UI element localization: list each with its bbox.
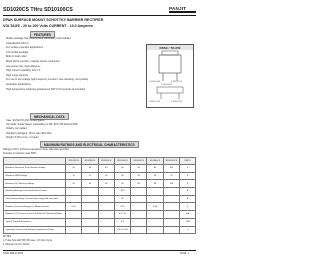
value-cell: V xyxy=(180,180,196,188)
value-cell xyxy=(65,188,81,196)
value-cell xyxy=(131,218,147,226)
value-cell: 70 xyxy=(163,172,179,180)
dim-1: 0.263(6.68) xyxy=(149,81,161,83)
package-label: DPAK / TO-252 xyxy=(147,45,193,50)
column-header: SD1020CS xyxy=(65,158,81,165)
mechanical-item: Terminals: Solder plated, solderable per MIL-STD-750,Method 2026 xyxy=(6,123,78,127)
value-cell: 0.5 / 50 xyxy=(114,211,130,219)
value-cell xyxy=(98,218,114,226)
footer-date: STAD-FEB.24.2005 xyxy=(3,253,24,255)
feature-item: Built-in strain relief xyxy=(6,55,27,59)
value-cell xyxy=(65,211,81,219)
feature-item: Classification 94V-O xyxy=(6,41,29,45)
dim-5: 0.190(4.83) xyxy=(161,84,173,86)
parameter-cell: Maximum DC Blocking Voltage xyxy=(4,180,66,188)
value-cell xyxy=(131,211,147,219)
dim-2: 0.241(6.12) xyxy=(171,81,183,83)
value-cell xyxy=(98,211,114,219)
value-cell: 42 xyxy=(131,172,147,180)
value-cell xyxy=(163,188,179,196)
value-cell: 80 xyxy=(147,180,163,188)
value-cell xyxy=(131,195,147,203)
value-cell: °C xyxy=(180,226,196,234)
package-outline xyxy=(146,44,194,108)
value-cell: V xyxy=(180,203,196,211)
value-cell: 20 xyxy=(65,165,81,173)
value-cell: 28 xyxy=(98,172,114,180)
parameter-cell: Maximum Forward Voltage at 5.0A per element xyxy=(4,203,66,211)
table-row xyxy=(4,203,196,211)
feature-item: High temperature soldering guaranteed: 260°C/10 seconds at terminals xyxy=(6,87,85,91)
parameter-cell: Maximum Recurrent Peak Reverse Voltage xyxy=(4,165,66,173)
ratings-note-1: Ratings at 25°C ambient temperature unless otherwise specified. xyxy=(3,149,70,151)
value-cell: mA xyxy=(180,211,196,219)
value-cell xyxy=(163,218,179,226)
table-row xyxy=(4,211,196,219)
value-cell: 40 xyxy=(98,180,114,188)
footer-page: PAGE . 1 xyxy=(180,253,190,255)
value-cell: 14 xyxy=(65,172,81,180)
features-heading: FEATURES xyxy=(30,31,55,38)
value-cell: 30 xyxy=(82,165,98,173)
value-cell xyxy=(163,203,179,211)
table-row xyxy=(4,165,196,173)
feature-item: Metal silicon junction, majority carrier conduction xyxy=(6,60,60,63)
parameter-cell: Peak Forward Surge Current 8.3ms single half sine-wave xyxy=(4,195,66,203)
value-cell: -55 to +150 xyxy=(114,226,130,234)
value-cell: A xyxy=(180,188,196,196)
dim-4: 0.035(0.90) xyxy=(171,101,183,103)
table-row xyxy=(4,188,196,196)
value-cell: 50 xyxy=(114,180,130,188)
value-cell xyxy=(65,218,81,226)
parameter-cell: Maximum RMS Voltage xyxy=(4,172,66,180)
value-cell xyxy=(147,188,163,196)
column-header: SD1050CS xyxy=(114,158,130,165)
table-header-row xyxy=(4,158,196,165)
value-cell: 20 xyxy=(65,180,81,188)
value-cell xyxy=(131,226,147,234)
value-cell xyxy=(98,188,114,196)
feature-item: For surface mounted applications xyxy=(6,46,43,50)
value-cell xyxy=(147,211,163,219)
parameter-cell: Typical Thermal Resistance xyxy=(4,218,66,226)
value-cell xyxy=(163,226,179,234)
value-cell xyxy=(98,203,114,211)
value-cell: 30 xyxy=(82,180,98,188)
value-cell: 0.70 xyxy=(114,203,130,211)
value-cell: A xyxy=(180,195,196,203)
value-cell: 100 xyxy=(163,180,179,188)
column-header: SD1030CS xyxy=(82,158,98,165)
value-cell xyxy=(147,218,163,226)
mechanical-item: Weight: 0.016 ounce, 0.4 gram xyxy=(6,135,39,139)
value-cell xyxy=(82,226,98,234)
voltage-current-line: VOLTAGE - 20 to 100 Volts CURRENT - 10.0 Amperes xyxy=(3,24,93,28)
feature-item: For use in low voltage,high frequency inverters, free wheeling, and polarity xyxy=(6,78,89,82)
value-cell: 10.0 xyxy=(114,188,130,196)
value-cell: 0.55 xyxy=(65,203,81,211)
ratings-note-2: Resistive or inductive load, 60Hz. xyxy=(3,153,37,155)
mechanical-item: Case: D-PAK/TO-252 molded plastic xyxy=(6,119,45,122)
value-cell: V xyxy=(180,172,196,180)
value-cell xyxy=(131,203,147,211)
part-range-title: SD1020CS THru SD10100CS xyxy=(3,7,73,13)
feature-item: Plastic package has Underwriters Laboratory Flammability xyxy=(6,37,71,40)
value-cell: 80 xyxy=(114,195,130,203)
value-cell xyxy=(65,226,81,234)
header-rule xyxy=(3,15,196,16)
value-cell xyxy=(98,226,114,234)
value-cell: 56 xyxy=(147,172,163,180)
value-cell: °C/W xyxy=(180,218,196,226)
table-body xyxy=(4,165,196,234)
feature-item: Low power loss, high efficiency xyxy=(6,64,41,68)
value-cell xyxy=(147,226,163,234)
table-row xyxy=(4,218,196,226)
value-cell: 50 xyxy=(114,165,130,173)
parameter-cell: Maximum DC Reverse Current at Rated DC Blocking Voltage xyxy=(4,211,66,219)
column-header: SD1040CS xyxy=(98,158,114,165)
value-cell xyxy=(98,195,114,203)
value-cell: 100 xyxy=(163,165,179,173)
value-cell xyxy=(163,211,179,219)
value-cell: 60 xyxy=(131,165,147,173)
value-cell: 0.85 xyxy=(147,203,163,211)
value-cell xyxy=(82,211,98,219)
ratings-heading: MAXIMUM RATINGS AND ELECTRICAL CHARACTERISTICS xyxy=(40,141,139,148)
value-cell: 6.0 xyxy=(114,218,130,226)
column-header: UNITS xyxy=(180,158,196,165)
value-cell xyxy=(82,203,98,211)
value-cell: 35 xyxy=(114,172,130,180)
footer-rule xyxy=(3,250,196,251)
value-cell xyxy=(163,195,179,203)
value-cell: 80 xyxy=(147,165,163,173)
value-cell xyxy=(82,188,98,196)
note-1: 1. Pulse Test with PW=300 usec, 1% Duty Cycle xyxy=(3,240,53,242)
feature-item: protection applications xyxy=(6,83,31,86)
value-cell xyxy=(147,195,163,203)
feature-item: Low profile package xyxy=(6,50,29,54)
table-row xyxy=(4,226,196,234)
value-cell xyxy=(82,195,98,203)
value-cell: 21 xyxy=(82,172,98,180)
value-cell: V xyxy=(180,165,196,173)
column-header xyxy=(4,158,66,165)
feature-item: High current capability, low V F xyxy=(6,69,41,73)
ratings-table xyxy=(3,157,196,234)
feature-item: High surge capacity xyxy=(6,73,28,77)
table-row xyxy=(4,172,196,180)
column-header: SD1060CS xyxy=(131,158,147,165)
parameter-cell: Maximum Average Forward Rectified Current xyxy=(4,188,66,196)
mechanical-item: Standard packaging: 16mm tape (EIA-481) xyxy=(6,131,52,135)
value-cell xyxy=(131,188,147,196)
value-cell xyxy=(82,218,98,226)
parameter-cell: Operating Junction and Storage Temperature Range xyxy=(4,226,66,234)
value-cell: 40 xyxy=(98,165,114,173)
product-title: DPAK SURFACE MOUNT SCHOTTKY BARRIER RECTIFIER xyxy=(3,18,104,22)
table-row xyxy=(4,180,196,188)
mechanical-heading: MECHANICAL DATA xyxy=(30,113,69,120)
value-cell xyxy=(65,195,81,203)
mechanical-item: Polarity: As marked xyxy=(6,127,27,131)
column-header: SD1080CS xyxy=(147,158,163,165)
package-drawing xyxy=(147,45,193,107)
dim-3: 0.091(2.30) xyxy=(149,101,161,103)
column-header: SD10100CS xyxy=(163,158,179,165)
logo-underline xyxy=(169,11,196,13)
brand-logo: PANJIT xyxy=(169,6,187,11)
table-row xyxy=(4,195,196,203)
notes-heading: NOTES: xyxy=(3,236,12,238)
note-2: 2. Mounted on P.C. Board xyxy=(3,244,30,246)
value-cell: 60 xyxy=(131,180,147,188)
